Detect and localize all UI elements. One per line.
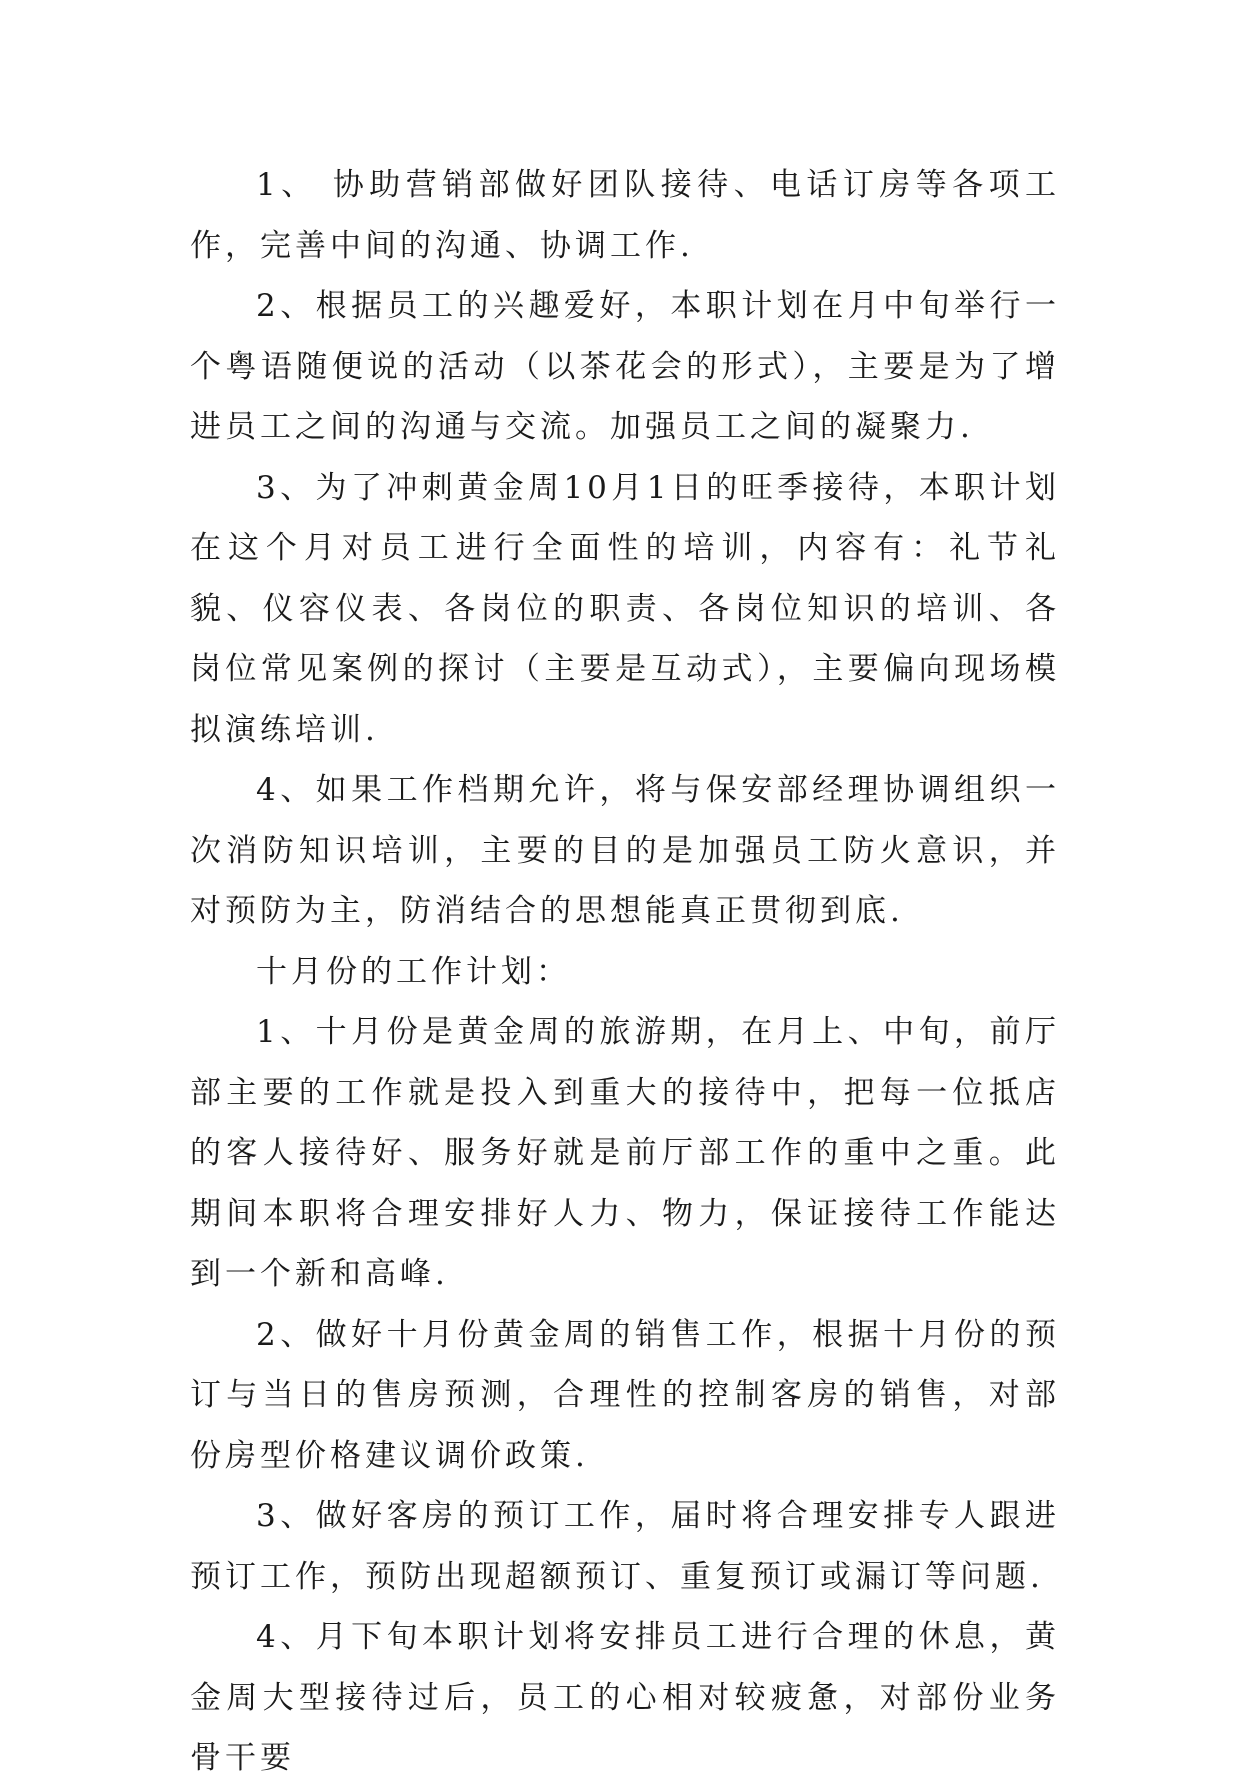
document-body xyxy=(190,155,1060,1789)
paragraph-oct-item-4: 4、月下旬本职计划将安排员工进行合理的休息，黄金周大型接待过后，员工的心相对较疲惫，对部份业务骨干要 xyxy=(190,1619,1060,1776)
paragraph-sept-item-1: 1、 协助营销部做好团队接待、电话订房等各项工作，完善中间的沟通、协调工作. xyxy=(190,167,1060,264)
paragraph-oct-item-1: 1、十月份是黄金周的旅游期，在月上、中旬，前厅部主要的工作就是投入到重大的接待中，把每一位抵店的客人接待好、服务好就是前厅部工作的重中之重。此期间本职将合理安排好人力、物力，保证接待工作能达到一个新和高峰. xyxy=(190,1014,1060,1292)
paragraph-sept-item-3: 3、为了冲刺黄金周10月1日的旺季接待，本职计划在这个月对员工进行全面性的培训，内容有：礼节礼貌、仪容仪表、各岗位的职责、各岗位知识的培训、各岗位常见案例的探讨（主要是互动式），主要偏向现场模拟演练培训. xyxy=(190,469,1060,748)
paragraph-oct-item-3: 3、做好客房的预订工作，届时将合理安排专人跟进预订工作，预防出现超额预订、重复预订或漏订等问题. xyxy=(190,1498,1060,1595)
paragraph-sept-item-2: 2、根据员工的兴趣爱好，本职计划在月中旬举行一个粤语随便说的活动（以茶花会的形式），主要是为了增进员工之间的沟通与交流。加强员工之间的凝聚力. xyxy=(190,288,1060,445)
paragraph-oct-item-2: 2、做好十月份黄金周的销售工作，根据十月份的预订与当日的售房预测，合理性的控制客房的销售，对部份房型价格建议调价政策. xyxy=(190,1316,1060,1474)
paragraph-sept-item-4: 4、如果工作档期允许，将与保安部经理协调组织一次消防知识培训，主要的目的是加强员工防火意识，并对预防为主，防消结合的思想能真正贯彻到底. xyxy=(190,772,1060,929)
section-heading-october-plan: 十月份的工作计划： xyxy=(256,953,571,990)
